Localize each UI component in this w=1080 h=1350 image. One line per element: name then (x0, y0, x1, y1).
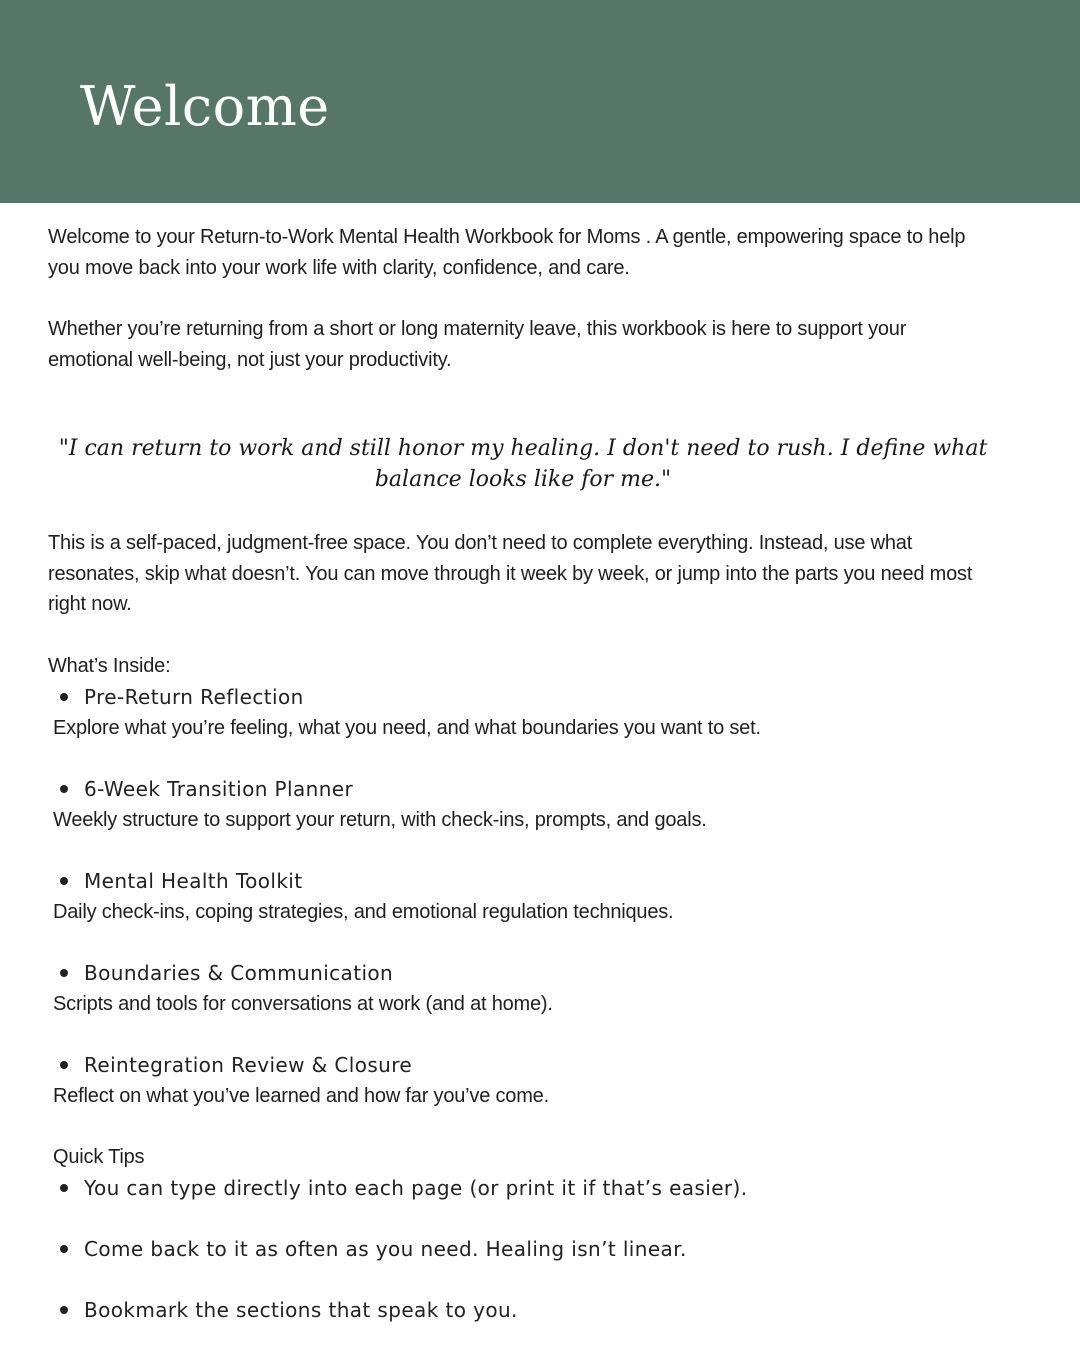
list-item-description: Weekly structure to support your return, with check-ins, prompts, and goals. (53, 809, 707, 831)
list-item-title: Boundaries & Communication (84, 961, 394, 985)
list-item-title: Reintegration Review & Closure (84, 1053, 413, 1077)
list-item (60, 682, 304, 712)
quick-tips-heading: Quick Tips (53, 1146, 145, 1168)
tip-text: Come back to it as often as you need. Healing isn’t linear. (84, 1237, 687, 1261)
tip-text: Bookmark the sections that speak to you. (84, 1298, 518, 1322)
tip-item (60, 1173, 748, 1203)
list-item (60, 958, 393, 988)
bullet-icon (60, 1184, 68, 1192)
list-item-title: Mental Health Toolkit (84, 869, 303, 893)
list-item (60, 866, 303, 896)
list-item-description: Daily check-ins, coping strategies, and emotional regulation techniques. (53, 901, 674, 923)
list-item (60, 1050, 412, 1080)
list-item-description: Explore what you’re feeling, what you need, and what boundaries you want to set. (53, 717, 761, 739)
tip-text: You can type directly into each page (or print it if that’s easier). (84, 1176, 748, 1200)
list-item (60, 774, 353, 804)
whats-inside-heading: What’s Inside: (48, 655, 171, 677)
bullet-icon (60, 1061, 68, 1069)
header-banner (0, 0, 1080, 203)
tip-item (60, 1295, 518, 1325)
intro-paragraph-1: Welcome to your Return-to-Work Mental Health Workbook for Moms . A gentle, empowering space to help you move back into your work life with clarity, confidence, and care. (48, 226, 966, 279)
list-item-description: Reflect on what you’ve learned and how far you’ve come. (53, 1085, 549, 1107)
intro-paragraph-2: Whether you’re returning from a short or long maternity leave, this workbook is here to support your emotional well-being, not just your productivity. (48, 318, 907, 371)
affirmation-quote: "I can return to work and still honor my healing. I don't need to rush. I define what balance looks like for me." (58, 436, 988, 492)
list-item-description: Scripts and tools for conversations at work (and at home). (53, 993, 553, 1015)
bullet-icon (60, 785, 68, 793)
bullet-icon (60, 1245, 68, 1253)
tip-item (60, 1234, 687, 1264)
bullet-icon (60, 693, 68, 701)
bullet-icon (60, 969, 68, 977)
list-item-title: Pre-Return Reflection (84, 685, 304, 709)
bullet-icon (60, 1306, 68, 1314)
list-item-title: 6-Week Transition Planner (84, 777, 354, 801)
bullet-icon (60, 877, 68, 885)
self-paced-paragraph: This is a self-paced, judgment-free space. You don’t need to complete everything. Instead, use what resonates, skip what doesn’t. You can move through it week by week, or jump into the parts you need most right now. (48, 532, 973, 615)
page-title: Welcome (80, 75, 330, 138)
